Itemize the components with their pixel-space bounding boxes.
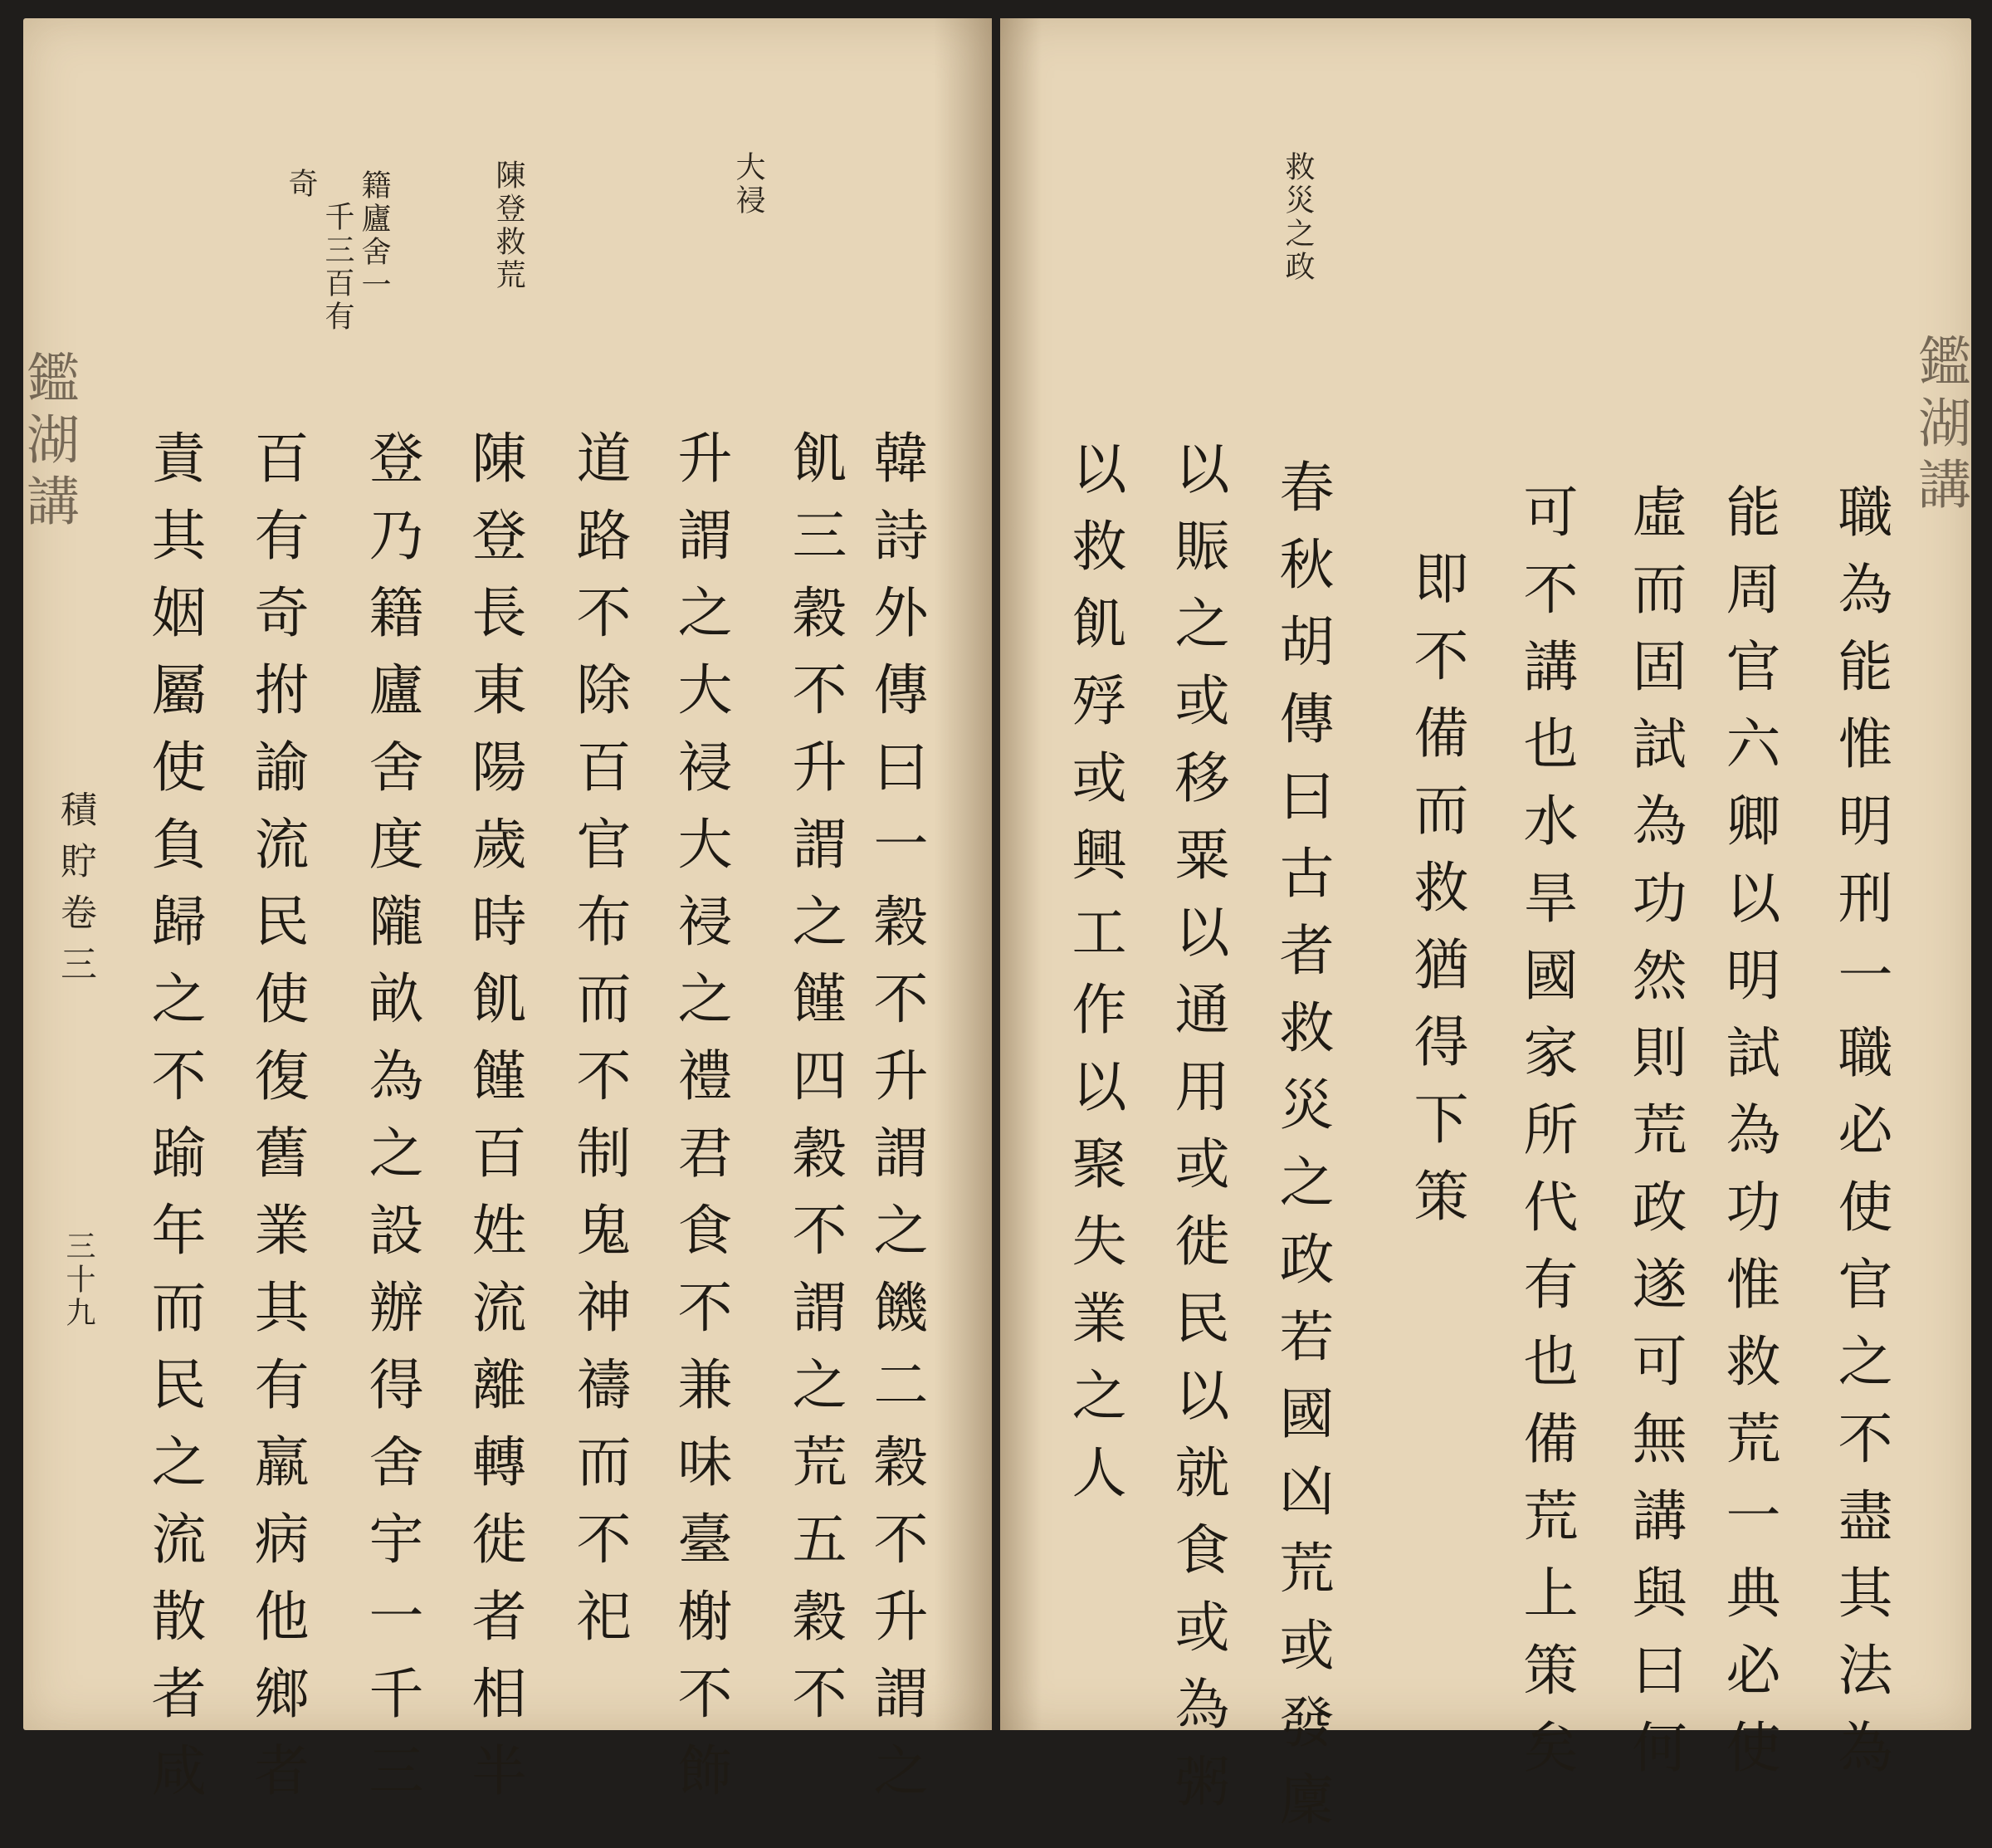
text-column-4: 可不講也水旱國家所代有也備荒上策矣 <box>1514 483 1578 1796</box>
text-column-5: 陳登長東陽歲時飢饉百姓流離轉徙者相半 <box>462 429 526 1819</box>
gutter-shadow <box>1000 18 1042 1730</box>
text-column-6: 登乃籍廬舍度隴畝為之設辦得舍宇一千三 <box>359 429 423 1819</box>
text-column-2: 飢三穀不升謂之饉四穀不謂之荒五穀不 <box>783 429 847 1742</box>
left-page <box>17 18 992 1819</box>
note-da-jin: 大祲 <box>731 151 765 218</box>
text-column-8: 責其姻屬使負歸之不踰年而民之流散者咸 <box>142 429 206 1819</box>
text-column-1: 韓詩外傳曰一穀不升謂之饑二穀不升謂之 <box>864 429 928 1819</box>
text-column-6: 春秋胡傳曰古者救災之政若國凶荒或發廩 <box>1270 458 1334 1848</box>
text-column-7: 百有奇拊諭流民使復舊業其有羸病他鄉者 <box>245 429 309 1819</box>
text-column-7: 以賑之或移粟以通用或徙民以就食或為粥 <box>1165 440 1229 1830</box>
folio-number: 三十九 <box>61 1230 95 1330</box>
note-ji-lu-3: 奇 <box>284 168 318 201</box>
text-column-5: 即不備而救猶得下策 <box>1404 550 1468 1244</box>
text-column-1: 職為能惟明刑一職必使官之不盡其法為 <box>1828 483 1892 1796</box>
text-column-2: 能周官六卿以明試為功惟救荒一典必使 <box>1716 483 1780 1796</box>
text-column-4: 道路不除百官布而不制鬼神禱而不祀 <box>567 429 631 1665</box>
text-column-3: 升謂之大祲大祲之禮君食不兼味臺榭不飾 <box>668 429 732 1819</box>
text-column-8: 以救飢殍或興工作以聚失業之人 <box>1062 440 1126 1521</box>
text-column-3: 虛而固試為功然則荒政遂可無講與曰何 <box>1623 483 1687 1796</box>
note-jiu-zai: 救災之政 <box>1281 151 1315 284</box>
note-ji-lu-2: 千三百有 <box>320 201 354 334</box>
right-page <box>1000 18 1971 1848</box>
margin-title-right: 鑑湖講 <box>1909 334 1970 518</box>
gutter-shadow <box>934 18 992 1730</box>
section-title: 積貯卷三 <box>54 790 96 996</box>
margin-title-left: 鑑湖講 <box>17 350 79 535</box>
note-ji-lu-1: 籍廬舍一 <box>357 169 391 302</box>
note-chen-deng: 陳登救荒 <box>491 159 525 292</box>
